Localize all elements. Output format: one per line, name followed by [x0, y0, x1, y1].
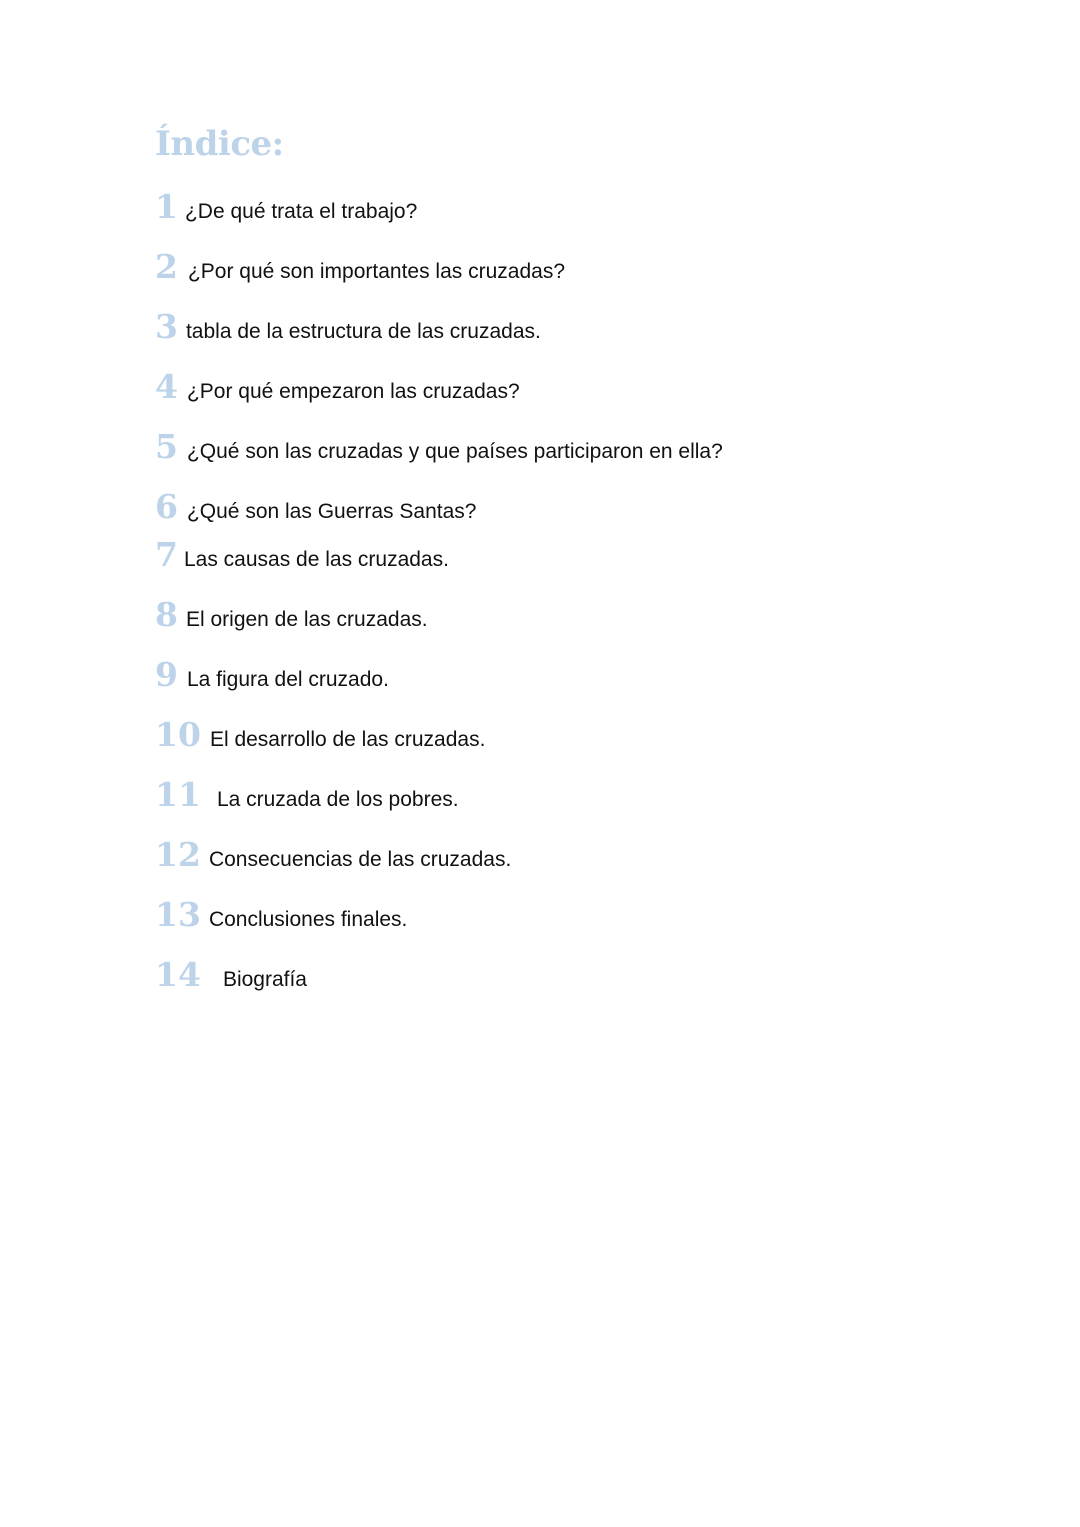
- item-number: 3: [155, 307, 178, 346]
- item-label: El origen de las cruzadas.: [185, 608, 428, 631]
- item-label: Conclusiones finales.: [208, 908, 408, 931]
- index-item: [155, 247, 565, 286]
- item-label: Las causas de las cruzadas.: [183, 548, 449, 571]
- item-label: tabla de la estructura de las cruzadas.: [185, 320, 541, 343]
- item-label: ¿Por qué son importantes las cruzadas?: [187, 260, 565, 283]
- item-number: 4: [155, 367, 178, 406]
- index-item: [155, 595, 428, 634]
- index-item: [155, 307, 541, 346]
- item-number: 12: [155, 835, 201, 874]
- item-label: La figura del cruzado.: [186, 668, 389, 691]
- index-item: [155, 535, 449, 574]
- item-number: 2: [155, 247, 178, 286]
- index-item: [155, 955, 307, 994]
- item-label: La cruzada de los pobres.: [216, 788, 459, 811]
- index-item: [155, 775, 459, 814]
- item-number: 8: [155, 595, 178, 634]
- item-label: ¿Qué son las cruzadas y que países participaron en ella?: [186, 440, 723, 463]
- item-label: ¿De qué trata el trabajo?: [184, 200, 418, 223]
- index-item: [155, 427, 723, 466]
- index-item: [155, 895, 408, 934]
- item-number: 6: [155, 487, 178, 526]
- index-item: [155, 835, 512, 874]
- index-item: [155, 367, 520, 406]
- item-number: 11: [155, 775, 201, 814]
- item-number: 1: [155, 187, 178, 226]
- item-number: 9: [155, 655, 178, 694]
- item-number: 5: [155, 427, 178, 466]
- index-item: [155, 715, 486, 754]
- item-label: ¿Qué son las Guerras Santas?: [186, 500, 477, 523]
- index-title: Índice:: [155, 124, 284, 164]
- item-number: 14: [155, 955, 201, 994]
- item-number: 13: [155, 895, 201, 934]
- item-label: Biografía: [222, 968, 307, 991]
- item-number: 10: [155, 715, 201, 754]
- index-item: [155, 487, 477, 526]
- item-label: Consecuencias de las cruzadas.: [208, 848, 512, 871]
- item-label: El desarrollo de las cruzadas.: [209, 728, 486, 751]
- index-item: [155, 187, 418, 226]
- item-number: 7: [155, 535, 178, 574]
- index-item: [155, 655, 389, 694]
- item-label: ¿Por qué empezaron las cruzadas?: [186, 380, 520, 403]
